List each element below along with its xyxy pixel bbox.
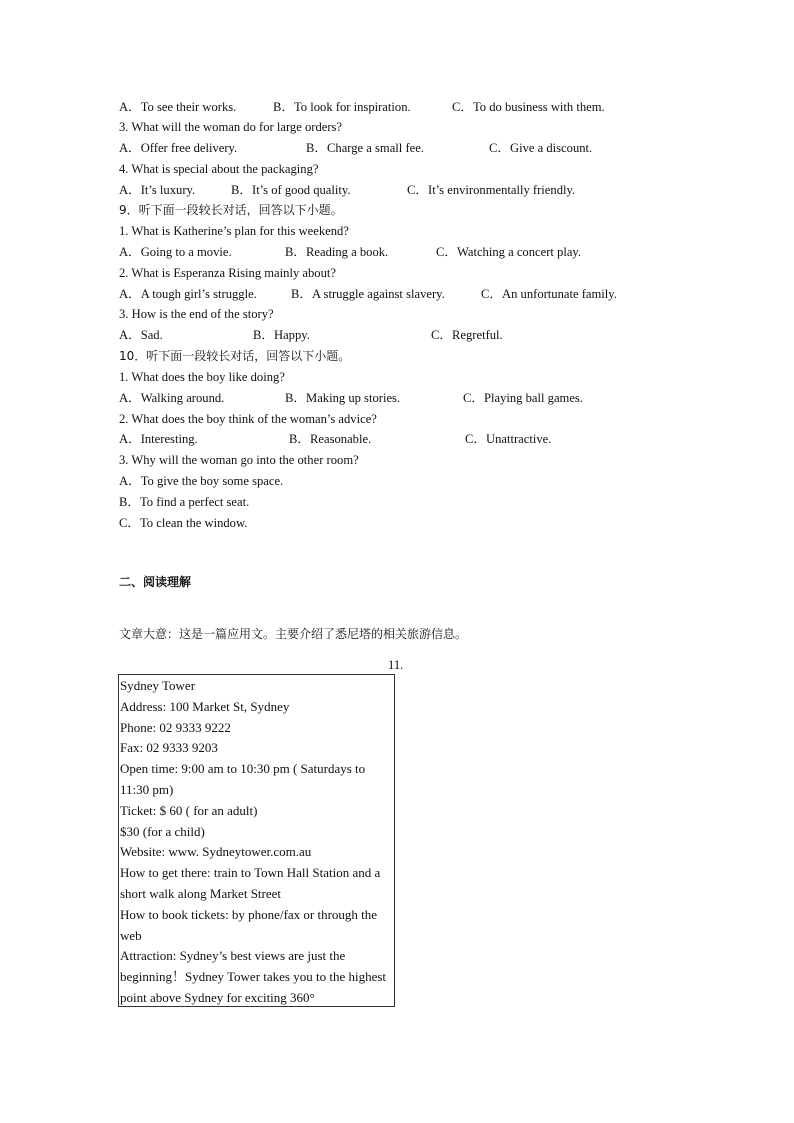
prev-q2-options [119, 97, 679, 117]
q10-3-option-b: B．To find a perfect seat. [119, 495, 250, 509]
q10-3-text: 3. Why will the woman go into the other room? [119, 453, 359, 467]
q10-1-text: 1. What does the boy like doing? [119, 370, 285, 384]
option-b: B．A struggle against slavery. [291, 287, 445, 301]
q9-1-options [119, 242, 679, 262]
q9-2-options [119, 284, 679, 304]
option-b: B．Happy. [253, 328, 310, 342]
q10-header: 10．听下面一段较长对话，回答以下小题。 [119, 349, 351, 363]
option-b: B．It’s of good quality. [231, 183, 351, 197]
prev-q4-text: 4. What is special about the packaging? [119, 162, 319, 176]
q9-1-text: 1. What is Katherine’s plan for this weekend? [119, 224, 349, 238]
q9-3-text: 3. How is the end of the story? [119, 307, 274, 321]
box-website: Website: www. Sydneytower.com.au [120, 844, 312, 860]
option-a: A．Walking around. [119, 391, 225, 405]
prev-q3-text: 3. What will the woman do for large orders? [119, 120, 343, 134]
box-open-time: Open time: 9:00 am to 10:30 pm ( Saturdays to 11:30 pm) [120, 761, 366, 797]
q10-2-text: 2. What does the boy think of the woman’s advice? [119, 412, 377, 426]
option-a: A．A tough girl’s struggle. [119, 287, 257, 301]
q10-1-options [119, 388, 679, 408]
box-attraction: Attraction: Sydney’s best views are just the beginning！Sydney Tower takes you to the highest point above Sydney for exciting 360° [120, 948, 387, 1005]
q9-3-options [119, 325, 679, 345]
option-c: C．Give a discount. [489, 141, 593, 155]
q9-header: 9．听下面一段较长对话，回答以下小题。 [119, 203, 343, 217]
prev-q4-options [119, 180, 679, 200]
option-a: A．It’s luxury. [119, 183, 196, 197]
box-title: Sydney Tower [120, 678, 196, 693]
option-c: C．Watching a concert play. [436, 245, 582, 259]
option-b: B．Charge a small fee. [306, 141, 424, 155]
option-b: B．Making up stories. [285, 391, 401, 405]
q10-3-option-a: A．To give the boy some space. [119, 474, 284, 488]
box-directions: How to get there: train to Town Hall Station and a short walk along Market Street [120, 865, 381, 901]
option-a: A．Going to a movie. [119, 245, 232, 259]
option-c: C．It’s environmentally friendly. [407, 183, 576, 197]
option-c: C．To do business with them. [452, 100, 605, 114]
option-b: B．Reasonable. [289, 432, 372, 446]
box-phone: Phone: 02 9333 9222 [120, 719, 231, 735]
box-fax: Fax: 02 9333 9203 [120, 740, 218, 756]
option-a: A．Sad. [119, 328, 163, 342]
option-a: A．To see their works. [119, 100, 237, 114]
question-number: 11. [388, 658, 404, 672]
option-c: C．Unattractive. [465, 432, 552, 446]
option-b: B．To look for inspiration. [273, 100, 411, 114]
box-ticket-adult: Ticket: $ 60 ( for an adult) [120, 802, 258, 818]
sydney-tower-info-box [118, 674, 395, 1007]
article-summary: 文章大意：这是一篇应用文。主要介绍了悉尼塔的相关旅游信息。 [119, 627, 468, 641]
box-booking: How to book tickets: by phone/fax or through the web [120, 906, 378, 943]
option-a: A．Offer free delivery. [119, 141, 238, 155]
q10-2-options [119, 429, 679, 449]
q10-3-option-c: C．To clean the window. [119, 516, 248, 530]
q9-2-text: 2. What is Esperanza Rising mainly about? [119, 266, 336, 280]
box-ticket-child: $30 (for a child) [120, 823, 205, 839]
prev-q3-options [119, 138, 679, 158]
option-c: C．Playing ball games. [463, 391, 583, 405]
option-b: B．Reading a book. [285, 245, 389, 259]
option-c: C．An unfortunate family. [481, 287, 617, 301]
option-c: C．Regretful. [431, 328, 503, 342]
section-title: 二、阅读理解 [119, 575, 192, 589]
box-address: Address: 100 Market St, Sydney [120, 698, 290, 714]
option-a: A．Interesting. [119, 432, 198, 446]
